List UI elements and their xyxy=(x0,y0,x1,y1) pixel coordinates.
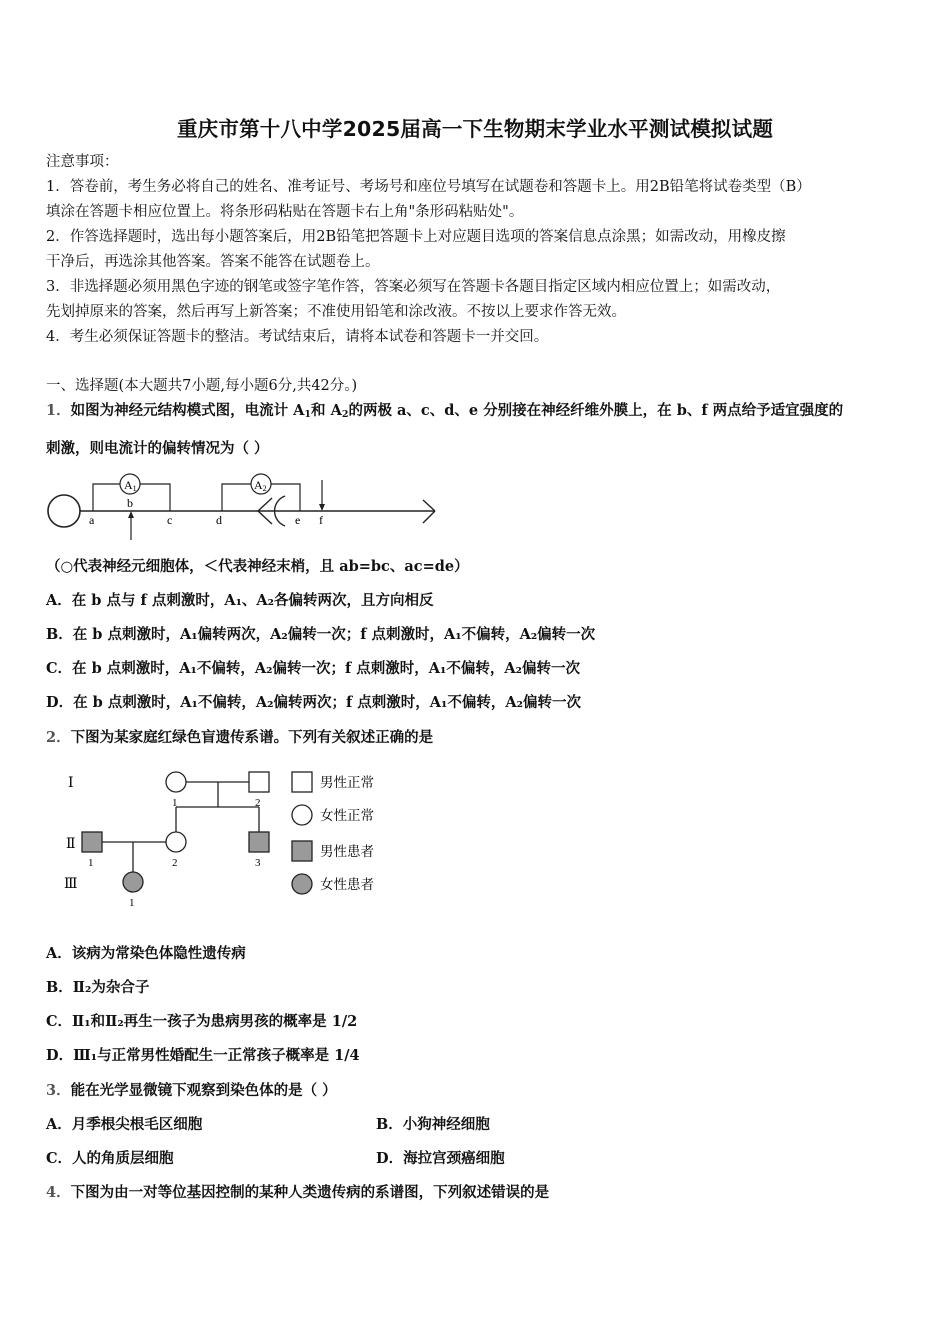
pedigree-I1-number: 1 xyxy=(172,797,178,809)
generation-III-label: Ⅲ xyxy=(64,877,78,892)
notice-line-4: 干净后，再选涂其他答案。答案不能答在试题卷上。 xyxy=(46,254,380,270)
q2-stem xyxy=(46,728,433,748)
galvanometer-a1-label: A1 xyxy=(124,478,137,493)
pedigree-II1-male-affected xyxy=(82,832,102,852)
pedigree-II3-number: 3 xyxy=(255,857,261,869)
legend-female-affected-symbol xyxy=(292,874,312,894)
q1-sub-2: 2 xyxy=(341,409,349,420)
notice-line-2: 填涂在答题卡相应位置上。将条形码粘贴在答题卡右上角"条形码粘贴处"。 xyxy=(46,204,524,220)
legend-female-normal-symbol xyxy=(292,805,312,825)
q4-stem xyxy=(46,1183,549,1203)
q1-stem-line-1 xyxy=(46,401,843,425)
q3-stem xyxy=(46,1081,337,1101)
q1-option-c: C．在 b 点刺激时，A₁不偏转，A₂偏转一次；f 点刺激时，A₁不偏转，A₂偏转一次 xyxy=(46,660,580,677)
legend-male-affected-symbol xyxy=(292,841,312,861)
notice-line-5: 3．非选择题必须用黑色字迹的钢笔或签字笔作答，答案必须写在答题卡各题目指定区域内相应位置上；如需改动， xyxy=(46,279,781,295)
pedigree-III1-female-affected xyxy=(123,872,143,892)
q4-number: 4． xyxy=(46,1184,71,1201)
notice-line-7: 4．考生必须保证答题卡的整洁。考试结束后，请将本试卷和答题卡一并交回。 xyxy=(46,329,549,345)
q2-option-c: C．Ⅱ₁和Ⅱ₂再生一孩子为患病男孩的概率是 1/2 xyxy=(46,1013,358,1030)
q1-stem-line-2: 刺激，则电流计的偏转情况为（ ） xyxy=(46,440,269,457)
notice-line-1: 1．答卷前，考生务必将自己的姓名、准考证号、考场号和座位号填写在试题卷和答题卡上。用2B铅笔将试卷类型（B） xyxy=(46,179,811,195)
q3-option-a: A．月季根尖根毛区细胞 xyxy=(46,1116,203,1133)
nerve-ending-lower xyxy=(423,511,435,523)
point-e-label: e xyxy=(295,513,301,527)
stimulus-arrowhead-f xyxy=(319,504,325,511)
q4-stem-text: 下图为由一对等位基因控制的某种人类遗传病的系谱图，下列叙述错误的是 xyxy=(70,1184,550,1201)
generation-II-label: Ⅱ xyxy=(66,837,76,852)
pedigree-II2-number: 2 xyxy=(172,857,178,869)
stimulus-arrowhead-b xyxy=(128,511,134,518)
q1-option-a: A．在 b 点与 f 点刺激时，A₁、A₂各偏转两次，且方向相反 xyxy=(46,592,434,609)
q3-number: 3． xyxy=(46,1082,71,1099)
q3-option-d: D．海拉宫颈癌细胞 xyxy=(376,1150,505,1167)
q3-option-b: B．小狗神经细胞 xyxy=(376,1116,490,1133)
legend-female-affected-label: 女性患者 xyxy=(320,877,374,892)
point-f-label: f xyxy=(319,513,323,527)
point-b-label: b xyxy=(127,496,133,510)
legend-male-affected-label: 男性患者 xyxy=(320,844,374,859)
q2-option-b: B．Ⅱ₂为杂合子 xyxy=(46,979,150,996)
q2-option-a: A．该病为常染色体隐性遗传病 xyxy=(46,945,246,962)
q1-stem-part-c: 的两极 a、c、d、e 分别接在神经纤维外膜上，在 b、f 两点给予适宜强度的 xyxy=(348,402,844,419)
nerve-ending-upper xyxy=(423,500,435,511)
q3-option-c: C．人的角质层细胞 xyxy=(46,1150,174,1167)
legend-male-normal-symbol xyxy=(292,772,312,792)
point-c-label: c xyxy=(167,513,173,527)
pedigree-II1-number: 1 xyxy=(88,857,94,869)
section-heading: 一、选择题(本大题共7小题,每小题6分,共42分。) xyxy=(46,378,358,394)
q1-stem-part-a: 如图为神经元结构模式图，电流计 A xyxy=(70,402,305,419)
q1-option-d: D．在 b 点刺激时，A₁不偏转，A₂偏转两次；f 点刺激时，A₁不偏转，A₂偏转一次 xyxy=(46,694,581,711)
q3-stem-text: 能在光学显微镜下观察到染色体的是（ ） xyxy=(70,1082,337,1099)
pedigree-I1-female-normal xyxy=(166,772,186,792)
q2-stem-text: 下图为某家庭红绿色盲遗传系谱。下列有关叙述正确的是 xyxy=(70,729,434,746)
legend-male-normal-label: 男性正常 xyxy=(320,775,374,790)
pedigree-diagram xyxy=(56,760,406,910)
pedigree-I2-number: 2 xyxy=(255,797,261,809)
neuron-diagram xyxy=(40,466,450,546)
q2-option-d: D．Ⅲ₁与正常男性婚配生一正常孩子概率是 1/4 xyxy=(46,1047,360,1064)
galvanometer-a2-label: A2 xyxy=(254,478,267,493)
legend-female-normal-label: 女性正常 xyxy=(320,808,374,823)
q1-stem-part-b: 和 A xyxy=(311,402,342,419)
notice-line-6: 先划掉原来的答案，然后再写上新答案；不准使用铅笔和涂改液。不按以上要求作答无效。 xyxy=(46,304,626,320)
q2-number: 2． xyxy=(46,729,71,746)
notice-line-3: 2．作答选择题时，选出每小题答案后，用2B铅笔把答题卡上对应题目选项的答案信息点涂黑；如需改动，用橡皮擦 xyxy=(46,229,786,245)
cell-body-circle xyxy=(48,495,80,527)
q1-number: 1． xyxy=(46,402,71,419)
notice-heading: 注意事项： xyxy=(46,154,119,170)
pedigree-II3-male-affected xyxy=(249,832,269,852)
point-a-label: a xyxy=(89,513,95,527)
point-d-label: d xyxy=(216,513,222,527)
q1-option-b: B．在 b 点刺激时，A₁偏转两次，A₂偏转一次；f 点刺激时，A₁不偏转，A₂偏转一次 xyxy=(46,626,596,643)
pedigree-I2-male-normal xyxy=(249,772,269,792)
page-title: 重庆市第十八中学2025届高一下生物期末学业水平测试模拟试题 xyxy=(176,117,774,141)
q1-figure-note: （○代表神经元细胞体，＜代表神经末梢，且 ab=bc、ac=de） xyxy=(46,558,469,575)
pedigree-II2-female-normal xyxy=(166,832,186,852)
pedigree-III1-number: 1 xyxy=(129,897,135,909)
q1-sub-1: 1 xyxy=(304,409,312,420)
generation-I-label: Ⅰ xyxy=(68,776,74,791)
